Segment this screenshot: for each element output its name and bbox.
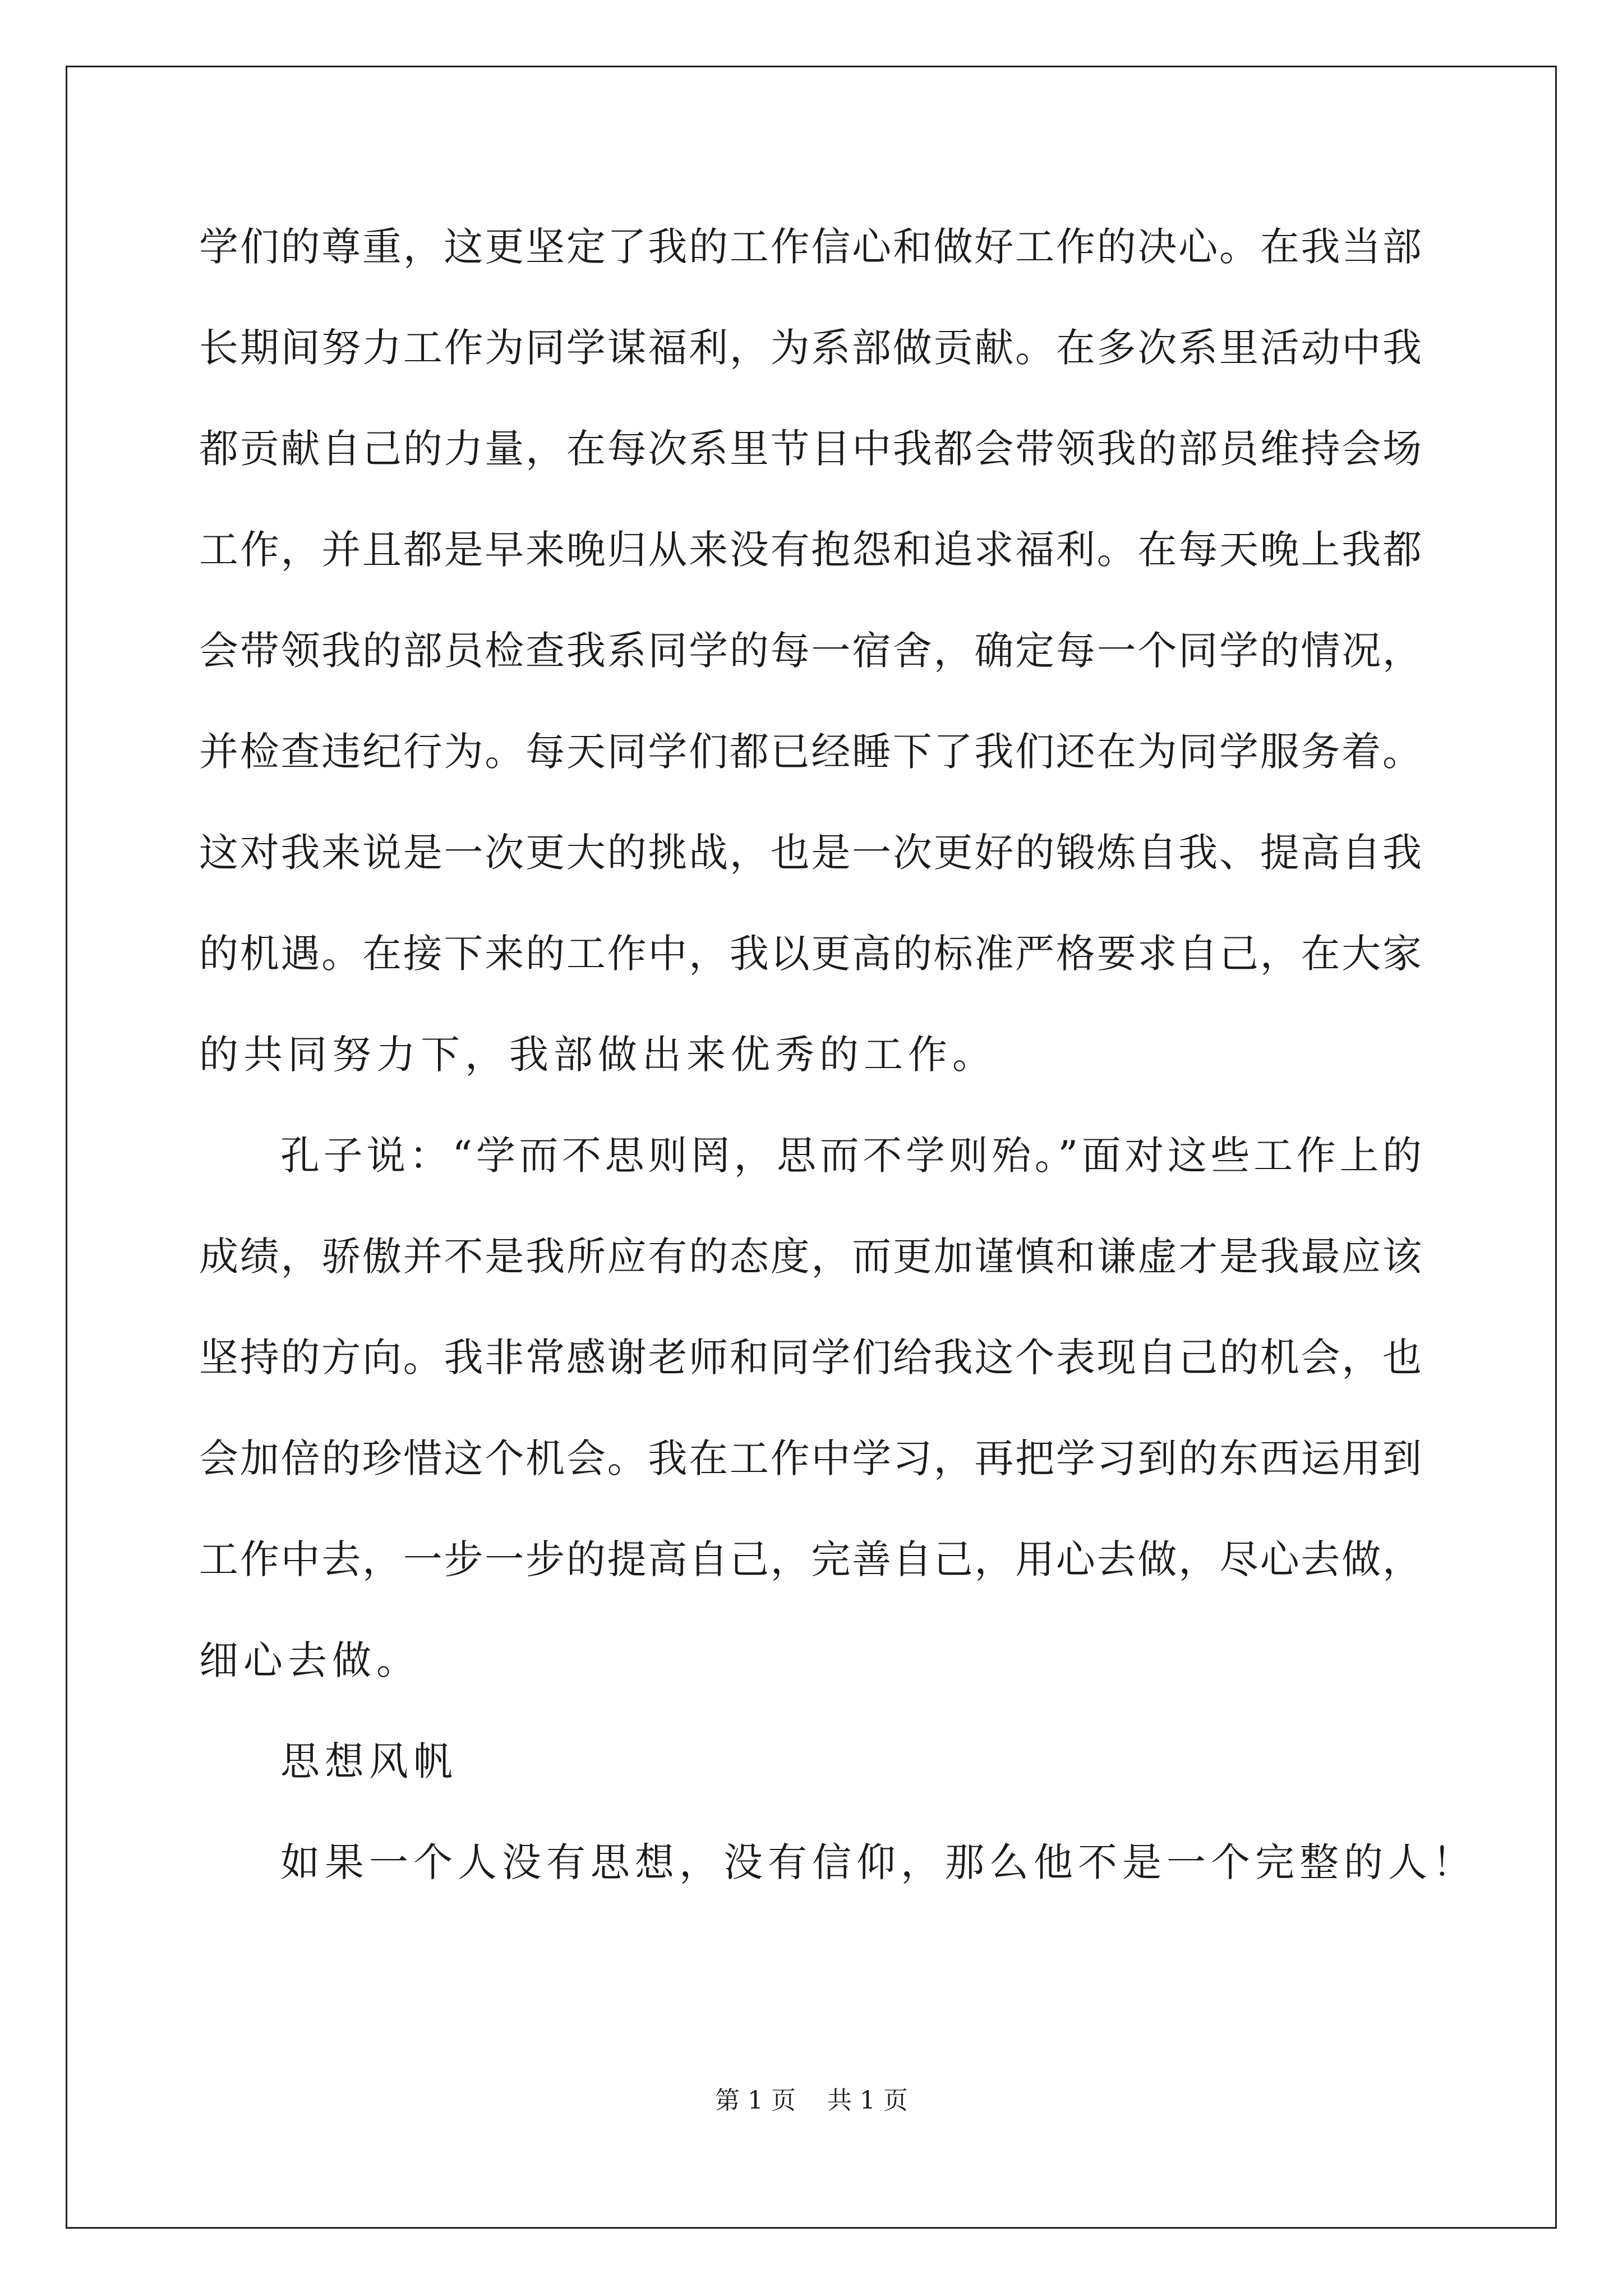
paragraph-2-line-3: 坚持的方向。我非常感谢老师和同学们给我这个表现自己的机会，也	[199, 1335, 1422, 1381]
paragraph-1-line-1: 学们的尊重，这更坚定了我的工作信心和做好工作的决心。在我当部	[199, 224, 1422, 270]
page-number-label: 第 1 页	[715, 2086, 796, 2115]
paragraph-3-line-1: 思想风帆	[280, 1738, 458, 1784]
paragraph-1-line-3: 都贡献自己的力量，在每次系里节目中我都会带领我的部员维持会场	[199, 426, 1422, 472]
paragraph-1-line-5: 会带领我的部员检查我系同学的每一宿舍，确定每一个同学的情况，	[199, 628, 1422, 674]
paragraph-1-line-8: 的机遇。在接下来的工作中，我以更高的标准严格要求自己，在大家	[199, 931, 1422, 977]
paragraph-4-line-1: 如果一个人没有思想，没有信仰，那么他不是一个完整的人！	[280, 1839, 1477, 1885]
page-footer	[0, 2084, 1623, 2118]
paragraph-1-line-2: 长期间努力工作为同学谋福利，为系部做贡献。在多次系里活动中我	[199, 325, 1422, 371]
paragraph-2-line-6: 细心去做。	[199, 1637, 421, 1683]
document-body	[199, 208, 1477, 1924]
paragraph-2-line-5: 工作中去，一步一步的提高自己，完善自己，用心去做，尽心去做，	[199, 1536, 1422, 1582]
paragraph-1-line-7: 这对我来说是一次更大的挑战，也是一次更好的锻炼自我、提高自我	[199, 830, 1422, 876]
paragraph-1-line-9: 的共同努力下，我部做出来优秀的工作。	[199, 1032, 997, 1078]
total-pages-label: 共 1 页	[827, 2086, 908, 2115]
paragraph-2-line-1: 孔子说：“学而不思则罔，思而不学则殆。”面对这些工作上的	[280, 1133, 1422, 1179]
paragraph-1-line-4: 工作，并且都是早来晚归从来没有抱怨和追求福利。在每天晚上我都	[199, 527, 1422, 573]
paragraph-2-line-4: 会加倍的珍惜这个机会。我在工作中学习，再把学习到的东西运用到	[199, 1435, 1422, 1481]
paragraph-1-line-6: 并检查违纪行为。每天同学们都已经睡下了我们还在为同学服务着。	[199, 729, 1422, 775]
paragraph-2-line-2: 成绩，骄傲并不是我所应有的态度，而更加谨慎和谦虚才是我最应该	[199, 1234, 1422, 1280]
